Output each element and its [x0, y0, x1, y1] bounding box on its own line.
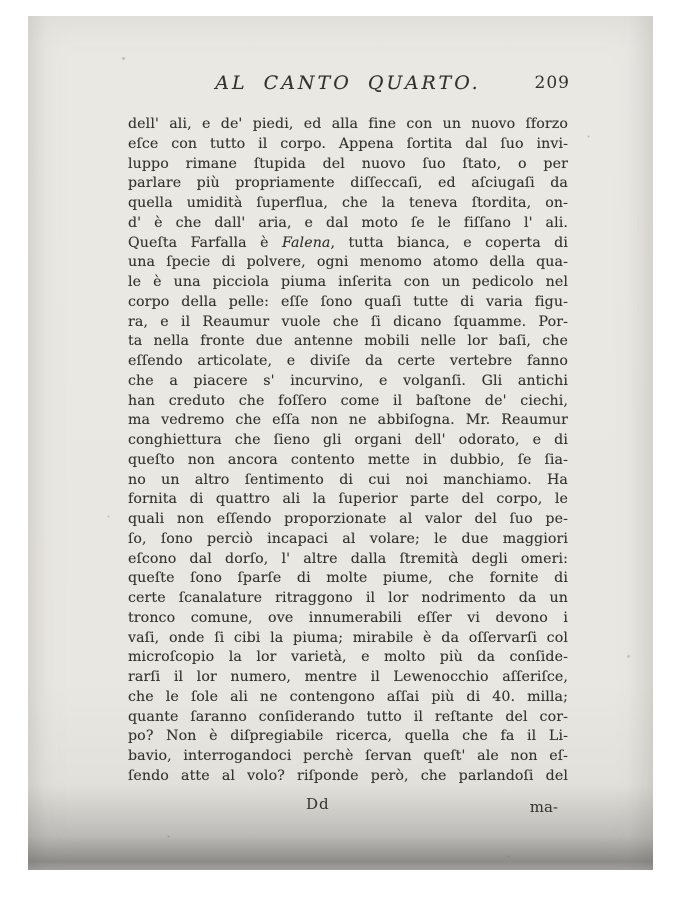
text-line: conghiettura che ſieno gli organi dell' odorato, e di [128, 432, 568, 448]
text-line: che le ſole ali ne contengono aſſai più di 40. milla; [128, 688, 568, 705]
scan-noise-speckles [28, 16, 29, 17]
text-line: eſſendo articolate, e diviſe da certe vertebre fanno [128, 353, 568, 369]
text-line: le è una picciola piuma inſerita con un pedicolo nel [128, 274, 568, 290]
scanned-page [28, 16, 653, 870]
body-text [128, 115, 568, 787]
text-line: queſte ſono ſparſe di molte piume, che fornite di [128, 570, 568, 587]
text-line: vaſi, onde ſi cibi la piuma; mirabile è da oſſervarſi col [128, 629, 568, 646]
text-line: eſcono dal dorſo, l' altre dalla ſtremità degli omeri: [128, 550, 568, 567]
text-line: eſce con tutto il corpo. Appena ſortita dal ſuo invi- [128, 135, 568, 152]
text-line: parlare più propriamente diſſeccaſi, ed aſciugaſi da [128, 175, 568, 192]
text-line: queſto non ancora contento mette in dubbio, ſe ſia- [128, 451, 568, 468]
text-line: ſo, ſono perciò incapaci al volare; le due maggiori [128, 530, 568, 547]
text-line: no un altro ſentimento di cui noi manchiamo. Ha [128, 471, 568, 488]
text-line: Queſta Farfalla è Falena, tutta bianca, e coperta di [128, 234, 568, 251]
text-line: quante ſaranno conſiderando tutto il reſtante del cor- [128, 708, 568, 725]
text-line: una ſpecie di polvere, ogni menomo atomo della qua- [128, 254, 568, 271]
text-line: quella umidità ſuperflua, che la teneva ſtordita, on- [128, 195, 568, 211]
signature-mark: Dd [306, 795, 330, 813]
page-number: 209 [534, 73, 570, 93]
text-line: ſendo atte al volo? riſponde però, che parlandoſi del [128, 767, 568, 784]
text-line: ma vedremo che eſſa non ne abbiſogna. Mr. Reaumur [128, 412, 568, 429]
text-line: certe ſcanalature ritraggono il lor nodrimento da un [128, 590, 568, 606]
text-line: po? Non è diſpregiabile ricerca, quella che fa il Li- [128, 728, 568, 745]
text-line: ra, e il Reaumur vuole che ſi dicano ſquamme. Por- [128, 313, 568, 330]
text-line: corpo della pelle: eſſe ſono quaſi tutte di varia figu- [128, 293, 568, 310]
text-line: che a piacere s' incurvino, e volganſi. Gli antichi [128, 372, 568, 389]
text-line: rarſi il lor numero, mentre il Lewenocchio aſſeriſce, [128, 669, 568, 685]
text-line: han creduto che foſſero come il baſtone de' ciechi, [128, 392, 568, 409]
page-footer [128, 795, 568, 817]
text-line: tronco comune, ove innumerabili eſſer vi devono i [128, 609, 568, 626]
running-title: AL CANTO QUARTO. [215, 72, 481, 94]
text-line: d' è che dall' aria, e dal moto ſe le fiſſano l' ali. [128, 214, 568, 231]
text-line: luppo rimane ſtupida del nuovo ſuo ſtato, o per [128, 155, 568, 172]
page-header [128, 72, 568, 98]
text-line: quali non eſſendo proporzionate al valor del ſuo pe- [128, 511, 568, 527]
text-line: fornita di quattro ali la ſuperior parte del corpo, le [128, 491, 568, 508]
text-line: bavio, interrogandoci perchè ſervan queſt' ale non eſ- [128, 748, 568, 764]
text-line: ta nella fronte due antenne mobili nelle lor baſi, che [128, 333, 568, 350]
text-line: dell' ali, e de' piedi, ed alla fine con un nuovo ſforzo [128, 116, 568, 132]
catchword: ma- [529, 798, 558, 816]
text-line: microſcopio la lor varietà, e molto più da conſide- [128, 649, 568, 666]
